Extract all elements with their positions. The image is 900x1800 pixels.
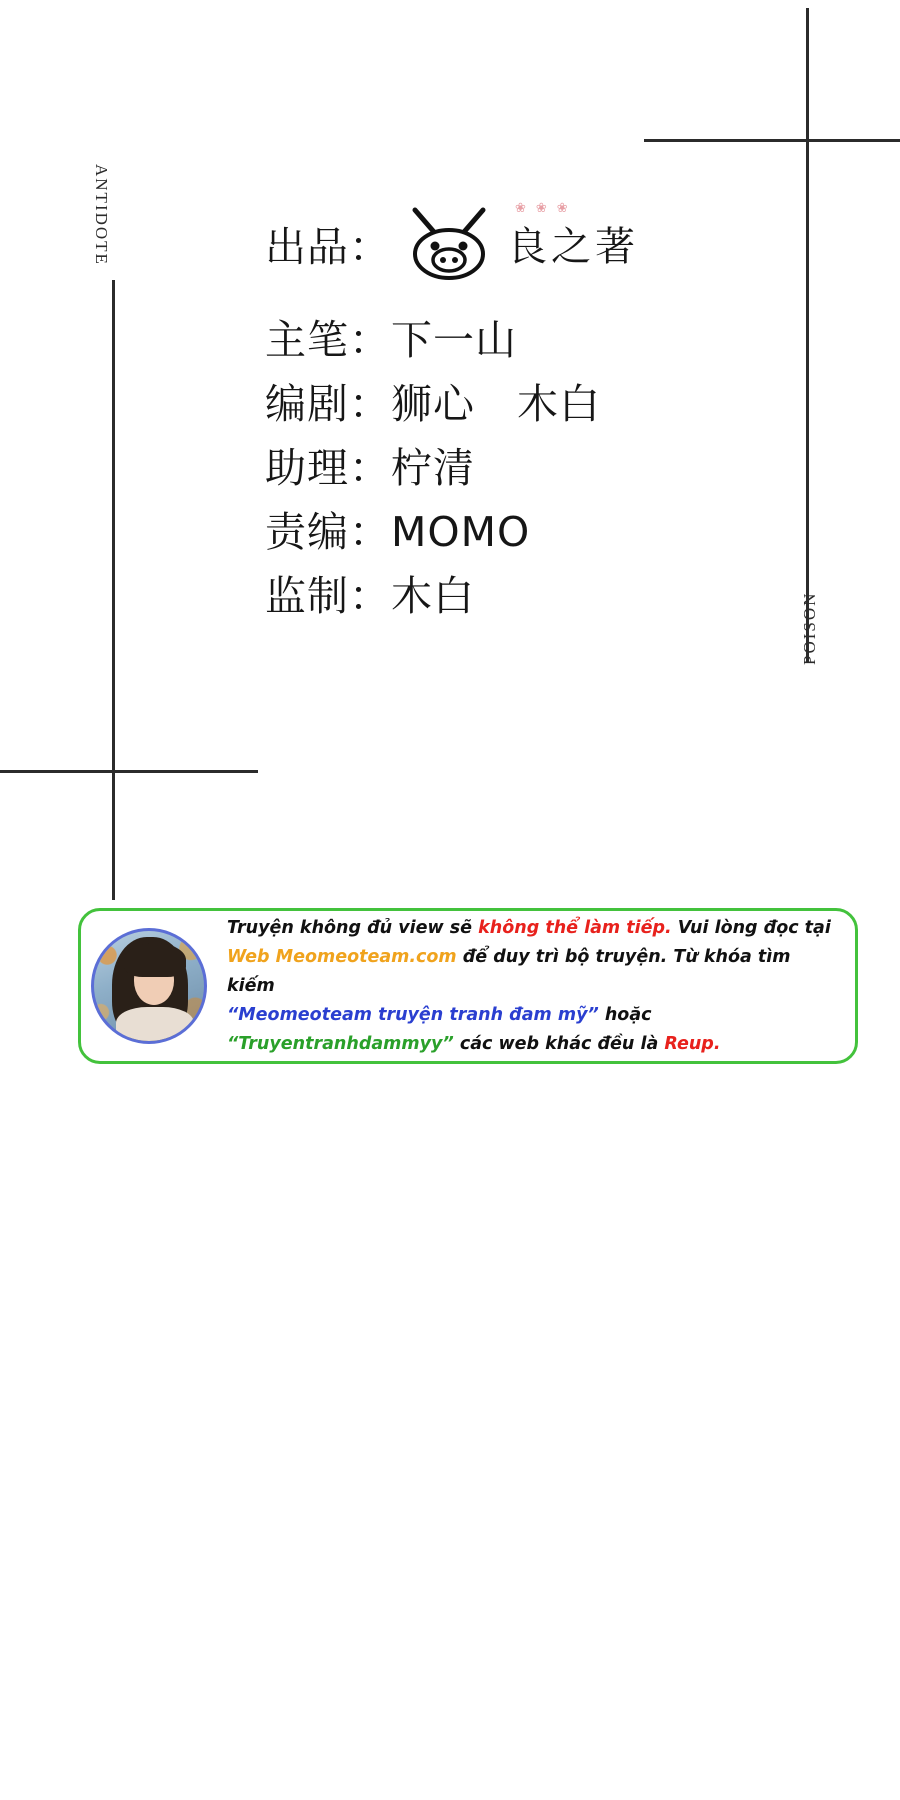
studio-name-decoration: ❀❀❀ xyxy=(515,200,578,216)
banner-line-3-part-a: “Meomeoteam truyện tranh đam mỹ” xyxy=(227,1004,599,1025)
credits-block xyxy=(265,200,825,628)
side-label-antidote: ANTIDOTE xyxy=(92,164,111,266)
banner-line-4-part-c: Reup. xyxy=(664,1033,721,1054)
banner-text xyxy=(207,914,855,1059)
credit-line-writer: 主笔：下一山 xyxy=(265,316,517,364)
studio-logo xyxy=(401,200,639,282)
decorative-horizontal-line-right xyxy=(644,139,900,142)
banner-line-1 xyxy=(227,914,837,943)
credit-line-supervisor: 监制：木白 xyxy=(265,572,475,620)
avatar-hair-front xyxy=(124,943,186,977)
banner-line-3 xyxy=(227,1001,837,1030)
banner-line-4-part-b: các web khác đều là xyxy=(453,1033,665,1054)
banner-line-2 xyxy=(227,943,837,1001)
banner-line-1-part-b: không thể làm tiếp. xyxy=(478,917,672,938)
decorative-horizontal-line-left xyxy=(0,770,258,773)
banner-line-4 xyxy=(227,1030,837,1059)
side-label-poison: POISON xyxy=(800,591,819,665)
banner-line-3-part-b: hoặc xyxy=(598,1004,652,1025)
banner-line-2-part-a[interactable]: Web Meomeoteam.com xyxy=(227,946,457,967)
decorative-vertical-line-left xyxy=(112,280,115,900)
credit-line-script: 编剧：狮心 木白 xyxy=(265,380,601,428)
producer-row xyxy=(265,200,825,286)
banner-line-2-part-b: để duy trì bộ truyện. Từ khóa tìm kiếm xyxy=(227,946,791,996)
credit-line-editor: 责编：MOMO xyxy=(265,508,531,556)
studio-name-text: 良之著 xyxy=(507,223,639,270)
banner-line-1-part-a: Truyện không đủ view sẽ xyxy=(227,917,479,938)
avatar xyxy=(91,928,207,1044)
pig-logo-icon xyxy=(401,204,497,282)
producer-label: 出品： xyxy=(265,222,391,271)
banner-line-4-part-a: “Truyentranhdammyy” xyxy=(227,1033,454,1054)
studio-name xyxy=(507,200,639,272)
scanlation-notice-banner[interactable] xyxy=(78,908,858,1064)
avatar-body xyxy=(116,1007,194,1044)
credit-line-assistant: 助理：柠清 xyxy=(265,444,475,492)
banner-line-1-part-c: Vui lòng đọc tại xyxy=(671,917,831,938)
